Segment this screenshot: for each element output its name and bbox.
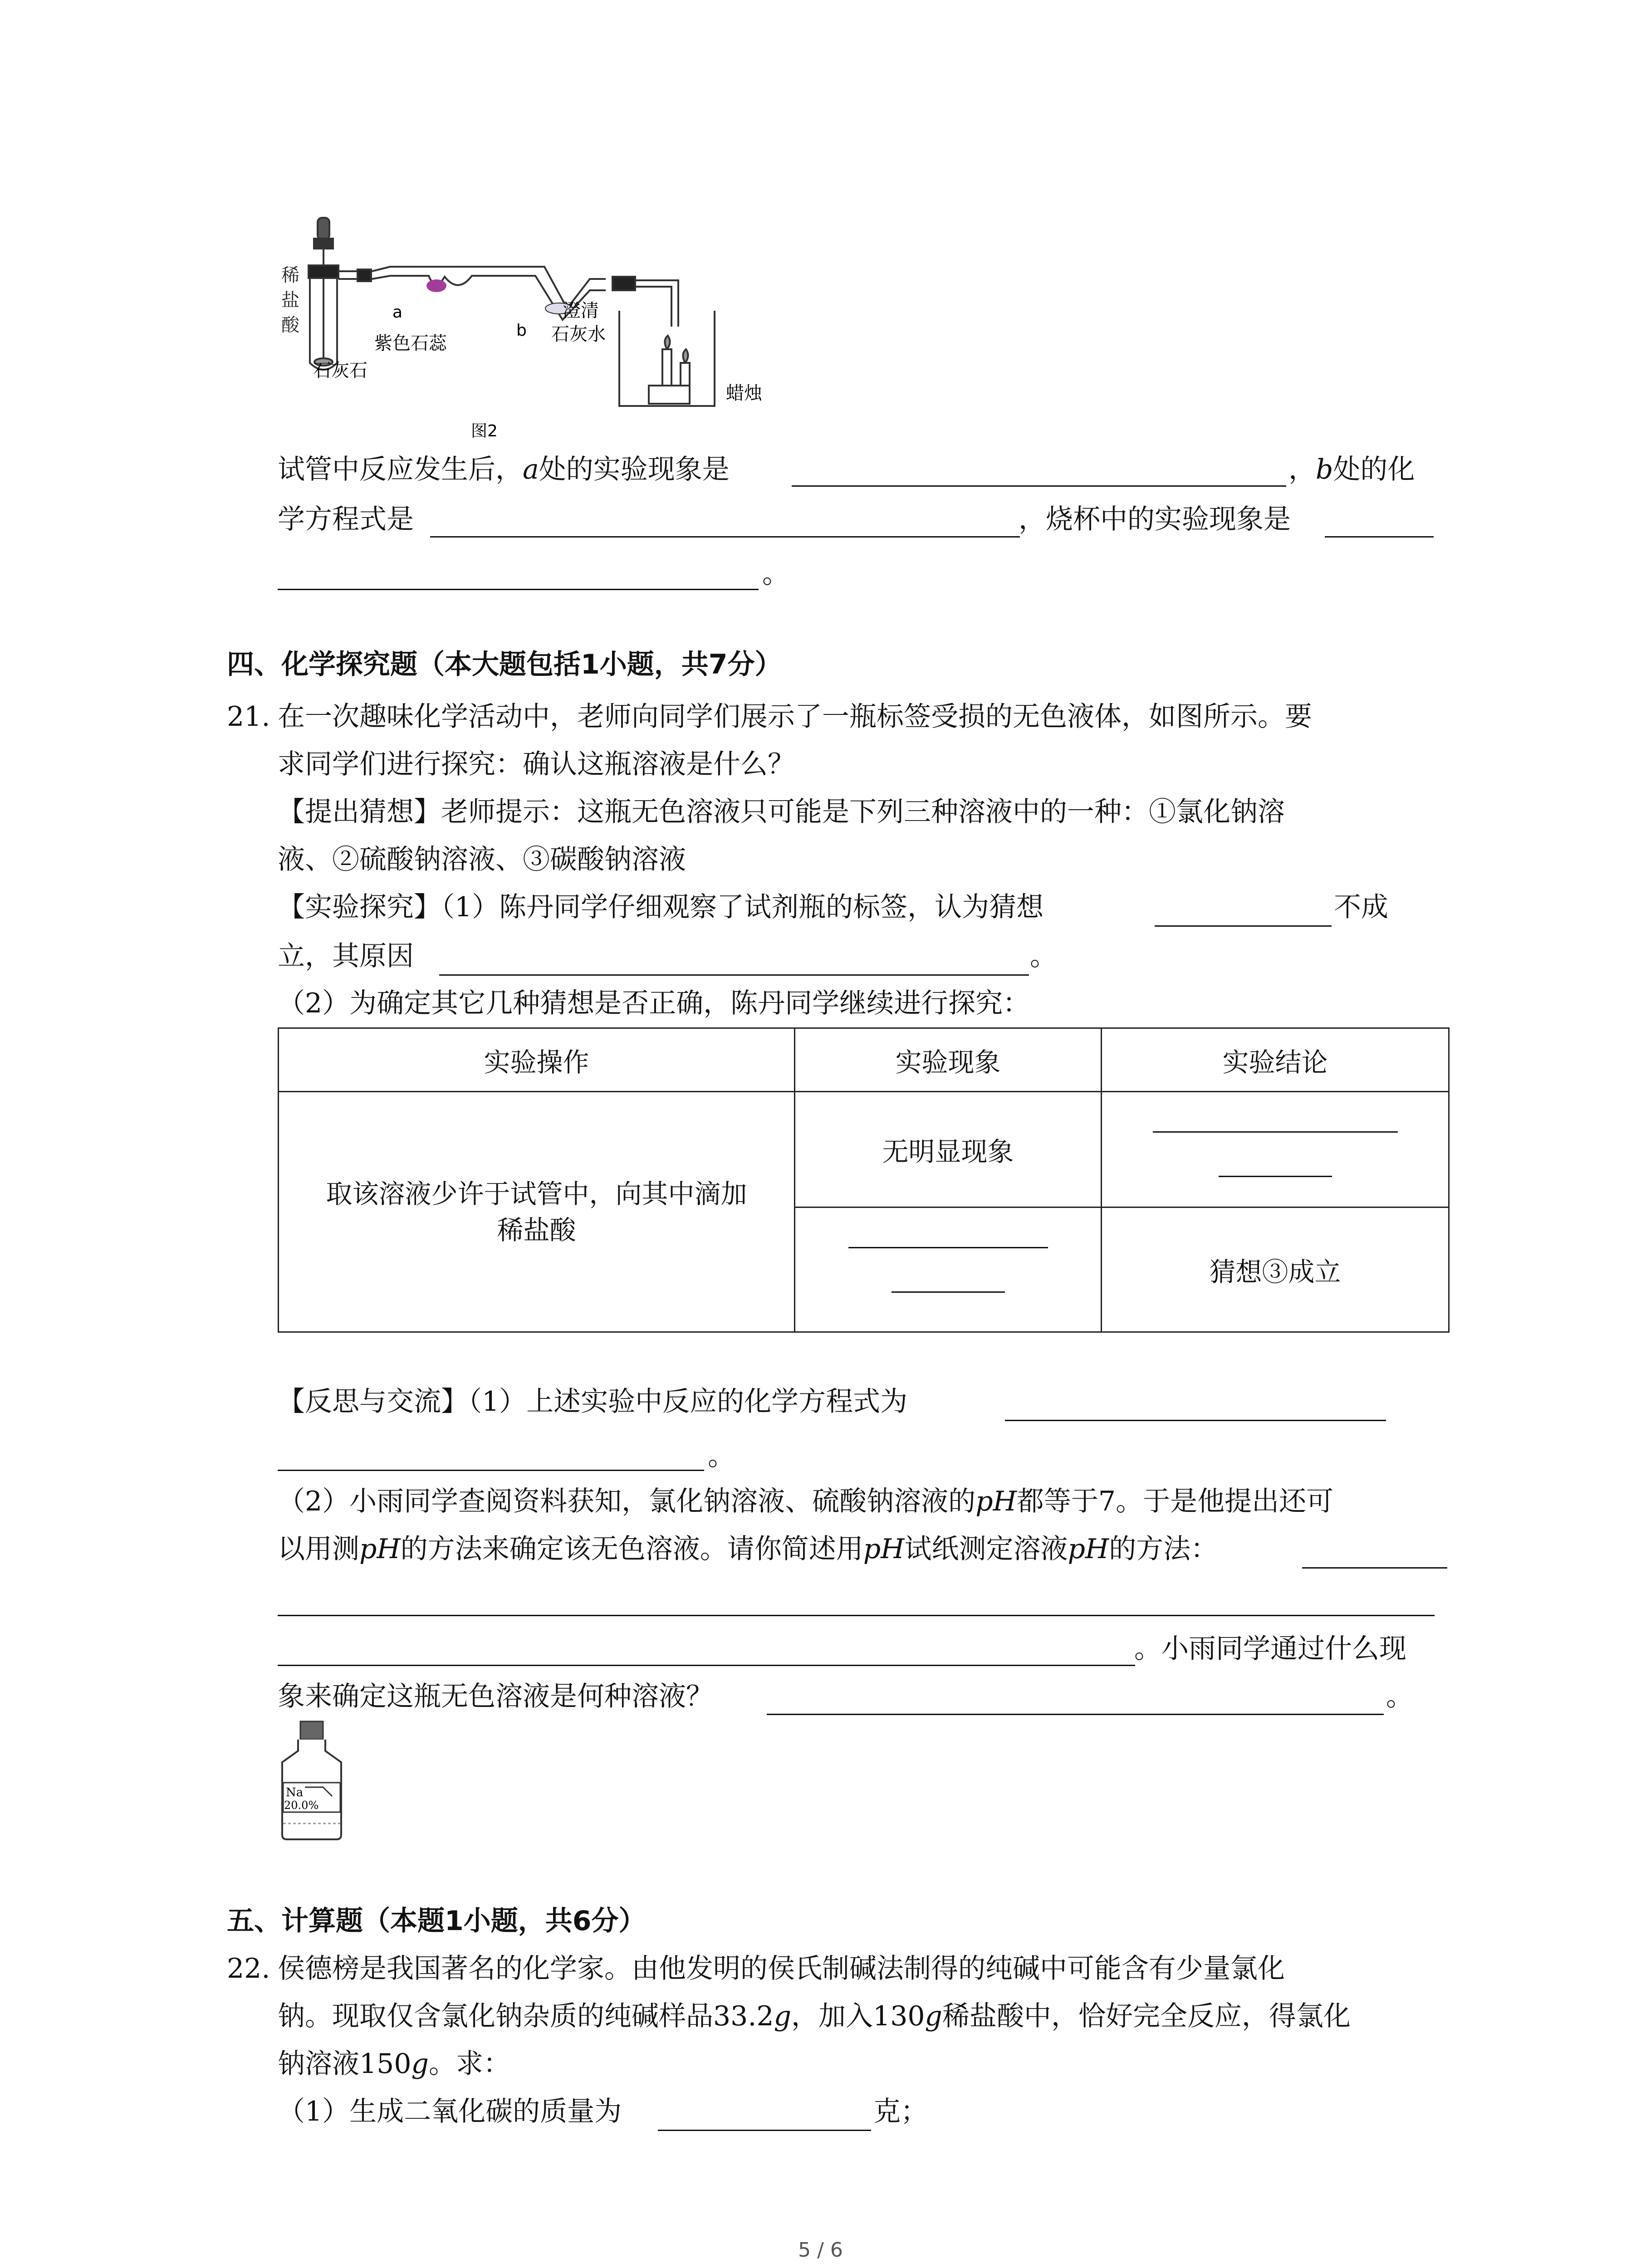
text: 。求：	[428, 2048, 510, 2080]
dropper-icon	[309, 218, 338, 370]
text: 【实验探究】（1）陈丹同学仔细观察了试剂瓶的标签，认为猜想	[278, 891, 1044, 923]
table-cell: 无明显现象	[795, 1092, 1102, 1207]
text: 【反思与交流】（1）上述实验中反应的化学方程式为	[278, 1386, 908, 1418]
answer-blank[interactable]	[278, 1615, 1435, 1616]
acid-label-char: 酸	[281, 315, 299, 336]
answer-blank[interactable]	[430, 536, 1020, 538]
reagent-bottle-icon	[278, 1719, 346, 1842]
table-header: 实验操作	[279, 1028, 795, 1092]
var-b: b	[1316, 454, 1333, 485]
text: 取该溶液少许于试管中，向其中滴加	[326, 1178, 747, 1209]
section-heading: 五、计算题（本题1小题，共6分）	[227, 1905, 646, 1937]
text: （2）为确定其它几种猜想是否正确，陈丹同学继续进行探究：	[278, 987, 1030, 1019]
ph-var: pH	[359, 1533, 401, 1565]
table-cell: 猜想③成立	[1102, 1207, 1449, 1332]
answer-blank[interactable]	[658, 2130, 871, 2131]
litmus-solution-icon	[426, 279, 446, 292]
experiment-table	[278, 1027, 1450, 1333]
q20-line2	[278, 501, 414, 538]
text: 的方法来确定该无色溶液。请你简述用	[400, 1533, 863, 1565]
question-number: 22.	[227, 1953, 270, 1984]
text: 【提出猜想】老师提示：这瓶无色溶液只可能是下列三种溶液中的一种：①氯化钠溶	[278, 796, 1285, 828]
text: 试纸测定溶液	[904, 1533, 1068, 1565]
answer-blank[interactable]	[1153, 1131, 1398, 1133]
section-heading: 四、化学探究题（本大题包括1小题，共7分）	[227, 649, 782, 680]
label-a: a	[392, 303, 403, 322]
text: 稀盐酸	[497, 1214, 576, 1246]
answer-blank[interactable]	[439, 974, 1029, 976]
limewater-label-line: 澄清	[563, 300, 599, 321]
answer-blank[interactable]	[1005, 1420, 1386, 1421]
ph-var: pH	[1068, 1533, 1109, 1565]
limewater-label-line: 石灰水	[551, 324, 606, 345]
text: 处的实验现象是	[539, 454, 730, 485]
acid-label-char: 稀	[281, 265, 299, 286]
text: ，加入130	[791, 2000, 925, 2032]
figure-caption: 图2	[471, 422, 498, 440]
answer-blank[interactable]	[278, 589, 759, 590]
text: 克；	[873, 2096, 928, 2127]
beaker-icon	[619, 311, 715, 406]
answer-blank[interactable]	[1219, 1176, 1332, 1177]
text: 稀盐酸中，恰好完全反应，得氯化	[942, 2000, 1351, 2032]
unit-g: g	[925, 2000, 942, 2032]
label-b: b	[516, 321, 527, 340]
table-cell-operation	[279, 1092, 795, 1332]
apparatus-figure	[254, 213, 798, 449]
text: 的方法：	[1109, 1533, 1218, 1565]
text: 液、②硫酸钠溶液、③碳酸钠溶液	[278, 844, 686, 875]
candle-label: 蜡烛	[726, 383, 762, 404]
bottle-label-percent: 20.0%	[284, 1799, 319, 1812]
text: （1）生成二氧化碳的质量为	[278, 2096, 622, 2127]
var-a: a	[523, 454, 539, 485]
q20-line1-end	[1288, 451, 1415, 488]
text: 处的化	[1333, 454, 1415, 485]
answer-blank[interactable]	[848, 1247, 1048, 1248]
text: 学方程式是	[278, 503, 414, 535]
answer-blank[interactable]	[892, 1291, 1005, 1293]
table-header: 实验结论	[1102, 1028, 1449, 1092]
r2-line1	[278, 1483, 1333, 1520]
text: ，	[1288, 454, 1316, 485]
text: 都等于7。于是他提出还可	[1016, 1486, 1334, 1517]
text: 。小雨同学通过什么现	[1134, 1633, 1406, 1665]
answer-blank[interactable]	[1302, 1567, 1447, 1569]
acid-label-char: 盐	[281, 290, 299, 311]
bottle-label-formula: Na	[286, 1786, 304, 1799]
table-cell	[1102, 1092, 1449, 1207]
ph-var: pH	[975, 1486, 1017, 1517]
text: 不成	[1334, 891, 1388, 923]
table-header: 实验现象	[795, 1028, 1102, 1092]
unit-g: g	[411, 2048, 429, 2080]
text: ，烧杯中的实验现象是	[1019, 503, 1291, 535]
text: 。	[1030, 940, 1057, 972]
answer-blank[interactable]	[1155, 925, 1332, 927]
text: 在一次趣味化学活动中，老师向同学们展示了一瓶标签受损的无色液体，如图所示。要	[278, 701, 1312, 733]
text: 求同学们进行探究：确认这瓶溶液是什么？	[278, 748, 795, 780]
text: 立，其原因	[278, 940, 414, 972]
litmus-label: 紫色石蕊	[374, 333, 447, 354]
answer-blank[interactable]	[767, 1714, 1384, 1715]
acid-label	[281, 265, 305, 336]
text: 。	[1386, 1681, 1413, 1712]
q20-line1	[278, 451, 730, 488]
text: 象来确定这瓶无色溶液是何种溶液？	[278, 1681, 713, 1712]
tube-path	[338, 267, 678, 327]
unit-g: g	[774, 2000, 792, 2032]
question-number: 21.	[227, 701, 270, 733]
text: 以用测	[278, 1533, 359, 1565]
answer-blank[interactable]	[278, 1470, 704, 1471]
text: （2）小雨同学查阅资料获知，氯化钠溶液、硫酸钠溶液的	[278, 1486, 976, 1517]
page-number: 5 / 6	[798, 2239, 843, 2262]
q22-line3	[278, 2046, 510, 2082]
answer-blank[interactable]	[1325, 536, 1434, 538]
answer-blank[interactable]	[792, 485, 1286, 487]
text: 。	[708, 1440, 735, 1472]
q22-line2	[278, 1998, 1351, 2034]
text: 试管中反应发生后，	[278, 454, 523, 485]
answer-blank[interactable]	[278, 1665, 1135, 1666]
table-cell	[795, 1207, 1102, 1332]
limestone-label: 石灰石	[313, 360, 367, 381]
text: 钠溶液150	[278, 2048, 411, 2080]
text: 钠。现取仅含氯化钠杂质的纯碱样品33.2	[278, 2000, 774, 2032]
text: 侯德榜是我国著名的化学家。由他发明的侯氏制碱法制得的纯碱中可能含有少量氯化	[278, 1953, 1285, 1984]
ph-var: pH	[863, 1533, 905, 1565]
text: 。	[762, 558, 789, 590]
r2-line2	[278, 1531, 1218, 1567]
